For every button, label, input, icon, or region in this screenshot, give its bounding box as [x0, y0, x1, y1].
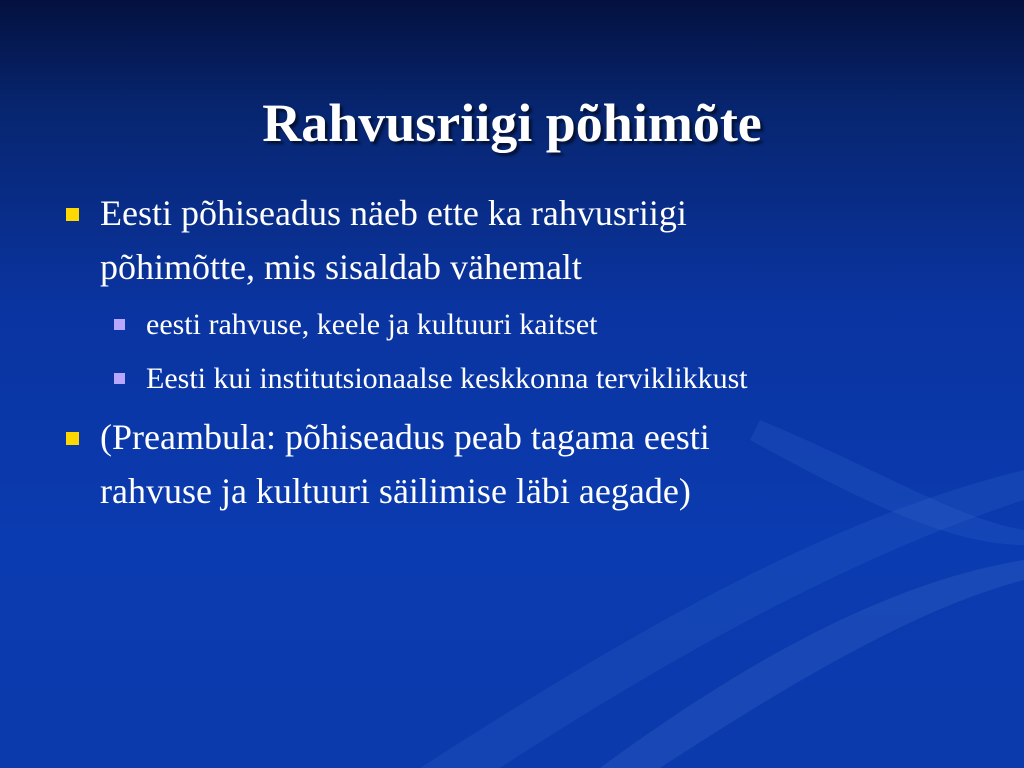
- sub-list-item: [114, 298, 966, 352]
- list-item: [66, 186, 966, 294]
- bullet-list: [66, 186, 966, 522]
- list-item-line: (Preambula: põhiseadus peab tagama eesti: [100, 417, 710, 457]
- list-item-line: rahvuse ja kultuuri säilimise läbi aegade): [100, 471, 691, 511]
- square-bullet-icon: [114, 373, 125, 384]
- sub-list-item: [114, 352, 966, 406]
- list-item-line: Eesti põhiseadus näeb ette ka rahvusriigi: [100, 193, 687, 233]
- square-bullet-icon: [66, 432, 79, 445]
- sub-bullet-list: [66, 298, 966, 406]
- list-item: [66, 410, 966, 518]
- sub-list-item-text: Eesti kui institutsionaalse keskkonna terviklikkust: [146, 362, 748, 395]
- list-item-line: põhimõtte, mis sisaldab vähemalt: [100, 247, 582, 287]
- slide-title: Rahvusriigi põhimõte: [262, 93, 762, 153]
- square-bullet-icon: [66, 208, 79, 221]
- sub-list-item-text: eesti rahvuse, keele ja kultuuri kaitset: [146, 308, 598, 341]
- square-bullet-icon: [114, 319, 125, 330]
